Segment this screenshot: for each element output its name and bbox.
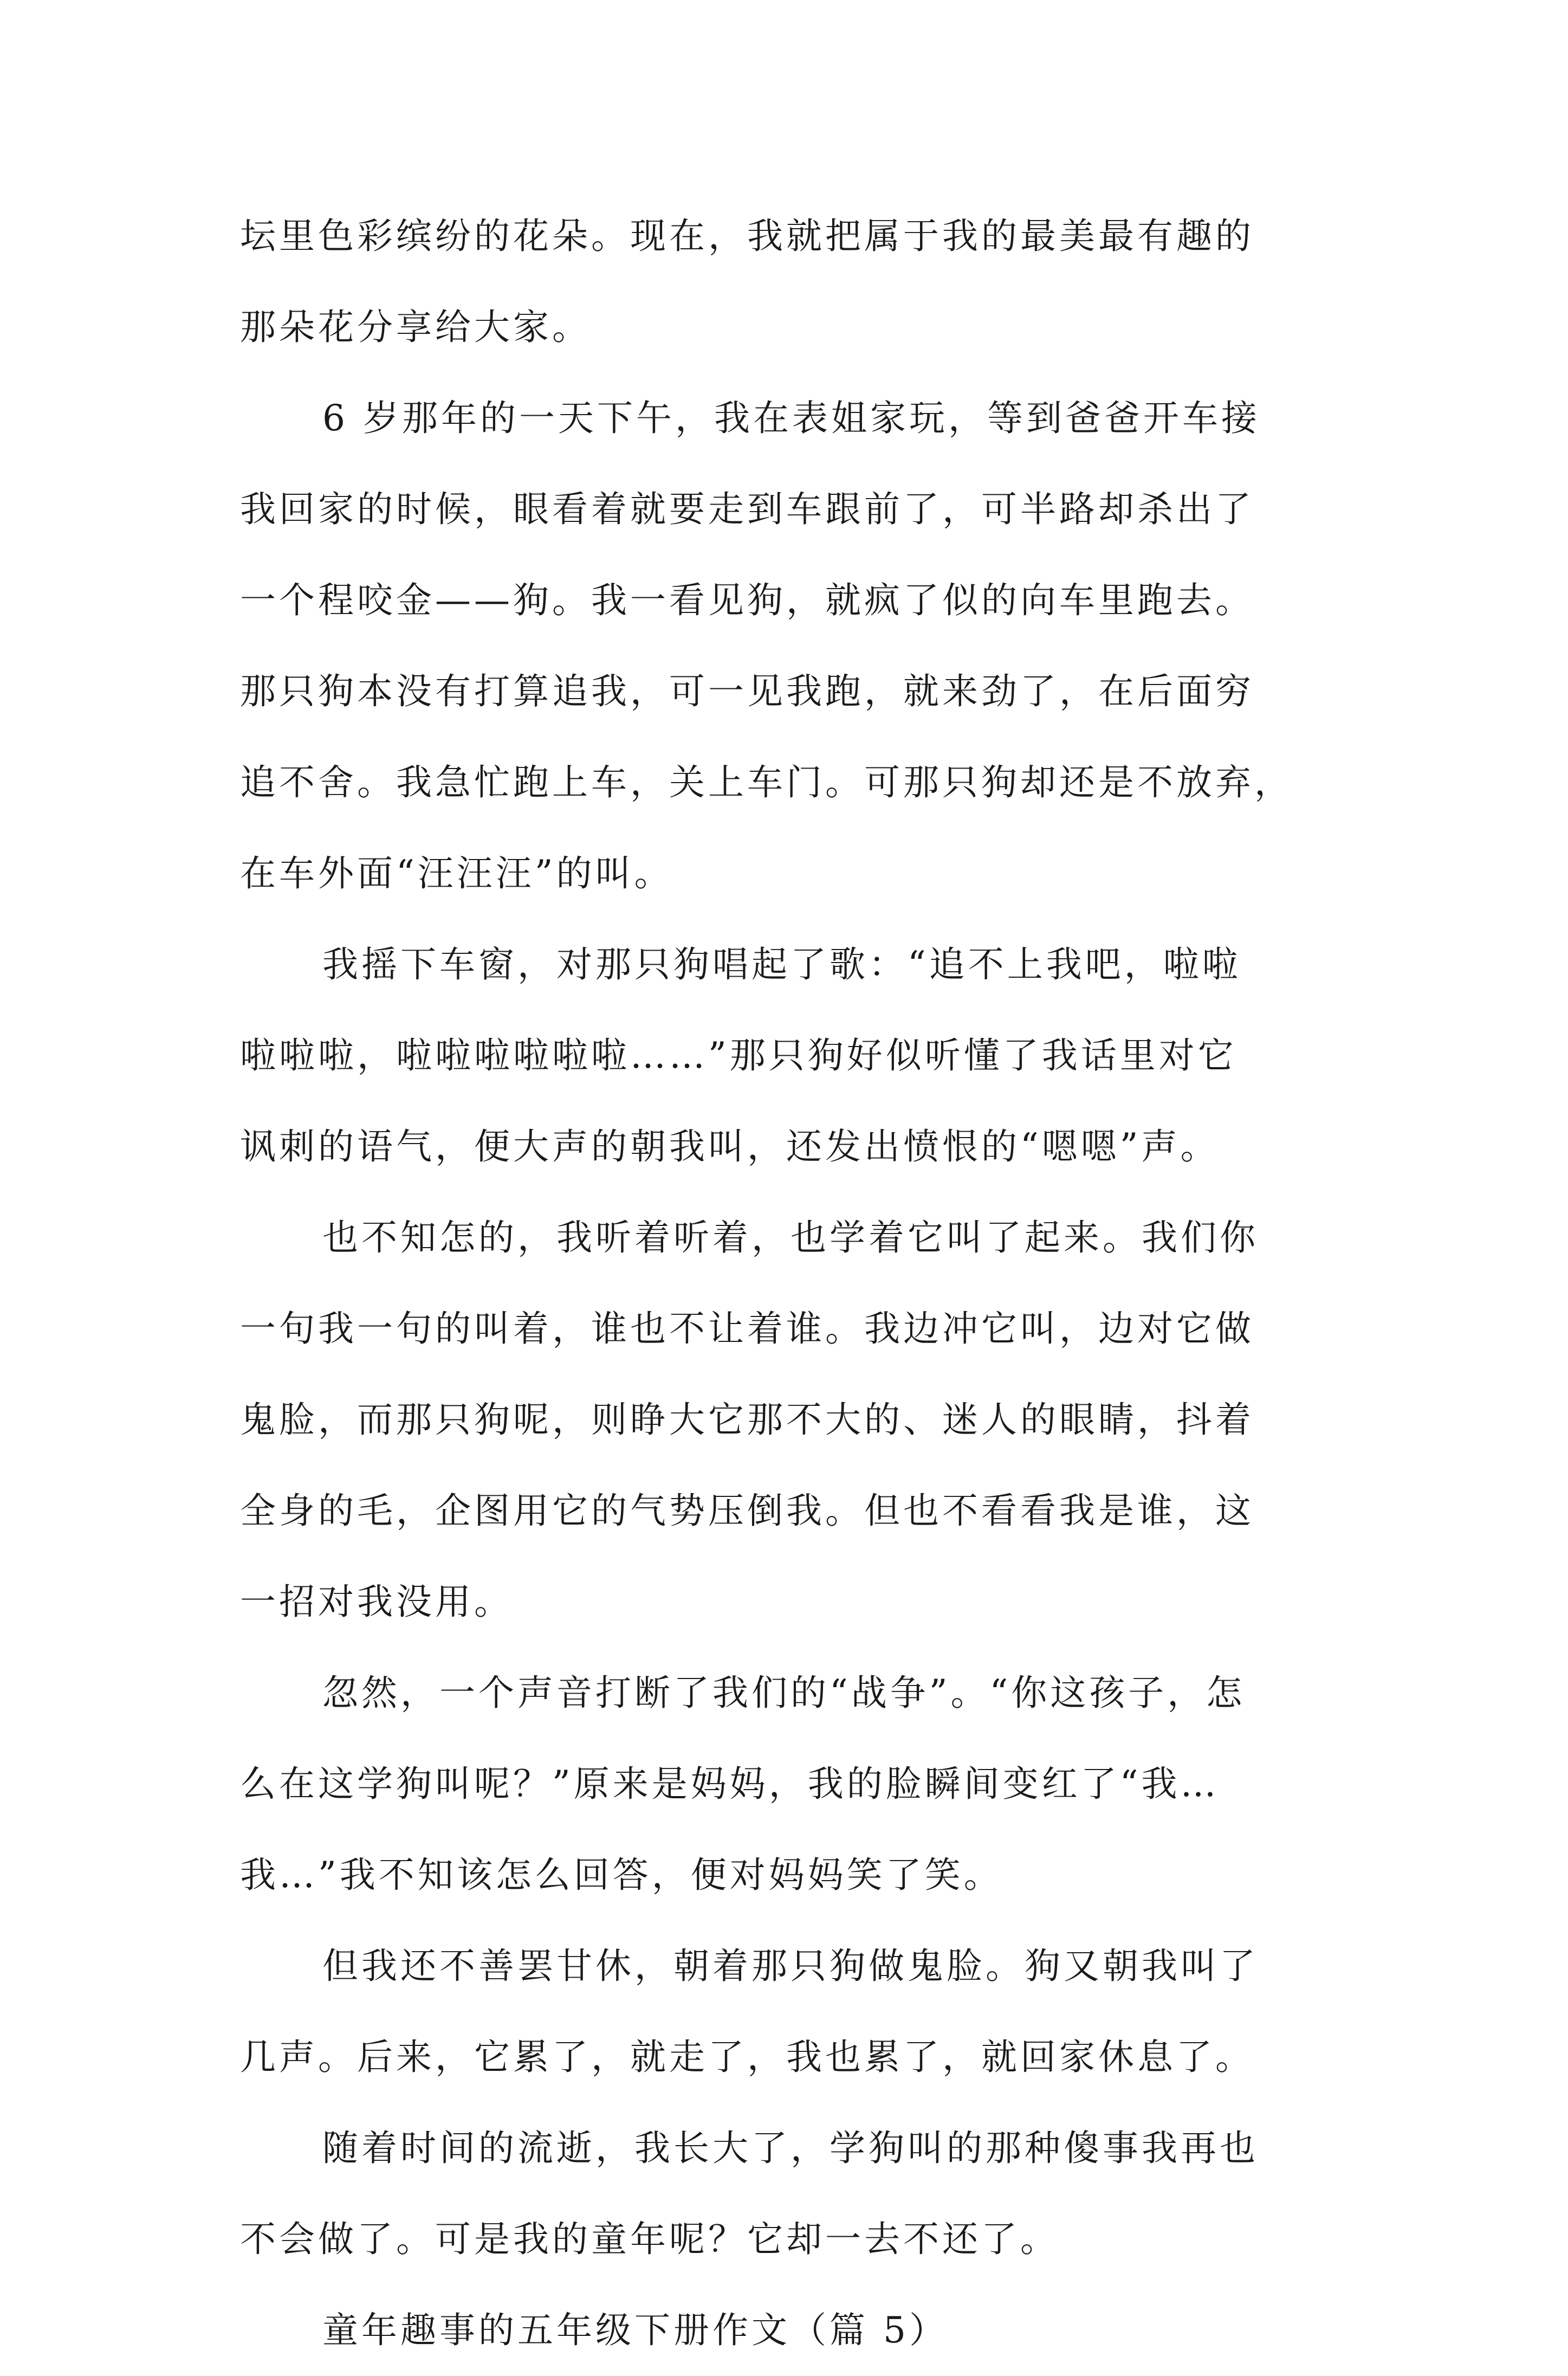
text-line: 一招对我没用。: [240, 1581, 513, 1623]
text-line: 几声。后来，它累了，就走了，我也累了，就回家休息了。: [240, 2036, 1254, 2078]
text-line: 我回家的时候，眼看着就要走到车跟前了，可半路却杀出了: [240, 488, 1254, 530]
text-line: 在车外面“汪汪汪”的叫。: [240, 853, 673, 894]
text-line: 那朵花分享给大家。: [240, 306, 591, 348]
paragraph-start-line: 6 岁那年的一天下午，我在表姐家玩，等到爸爸开车接: [322, 397, 1260, 439]
text-line: 么在这学狗叫呢？”原来是妈妈，我的脸瞬间变红了“我…: [240, 1763, 1220, 1805]
essay-body: [240, 191, 1329, 2376]
text-line: 那只狗本没有打算追我，可一见我跑，就来劲了，在后面穷: [240, 670, 1254, 712]
text-line: 我…”我不知该怎么回答，便对妈妈笑了笑。: [240, 1854, 1003, 1896]
text-line: 坛里色彩缤纷的花朵。现在，我就把属于我的最美最有趣的: [240, 215, 1254, 257]
paragraph-start-line: 也不知怎的，我听着听着，也学着它叫了起来。我们你: [322, 1217, 1259, 1258]
paragraph-start-line: 但我还不善罢甘休，朝着那只狗做鬼脸。狗又朝我叫了: [322, 1945, 1259, 1987]
paragraph-start-line: 我摇下车窗，对那只狗唱起了歌：“追不上我吧，啦啦: [322, 944, 1241, 985]
text-line: 啦啦啦，啦啦啦啦啦啦……”那只狗好似听懂了我话里对它: [240, 1035, 1237, 1076]
text-line: 一个程咬金——狗。我一看见狗，就疯了似的向车里跑去。: [240, 579, 1254, 621]
paragraph-start-line: 随着时间的流逝，我长大了，学狗叫的那种傻事我再也: [322, 2127, 1259, 2169]
text-line: 鬼脸，而那只狗呢，则睁大它那不大的、迷人的眼睛，抖着: [240, 1399, 1254, 1441]
paragraph-start-line: 忽然，一个声音打断了我们的“战争”。“你这孩子，怎: [322, 1672, 1246, 1714]
text-line: 不会做了。可是我的童年呢？它却一去不还了。: [240, 2218, 1059, 2260]
essay-heading: 童年趣事的五年级下册作文（篇 5）: [322, 2309, 948, 2351]
text-line: 追不舍。我急忙跑上车，关上车门。可那只狗却还是不放弃，: [240, 761, 1293, 803]
text-line: 一句我一句的叫着，谁也不让着谁。我边冲它叫，边对它做: [240, 1308, 1254, 1350]
text-line: 全身的毛，企图用它的气势压倒我。但也不看看我是谁，这: [240, 1490, 1254, 1532]
text-line: 讽刺的语气，便大声的朝我叫，还发出愤恨的“嗯嗯”声。: [240, 1126, 1220, 1167]
